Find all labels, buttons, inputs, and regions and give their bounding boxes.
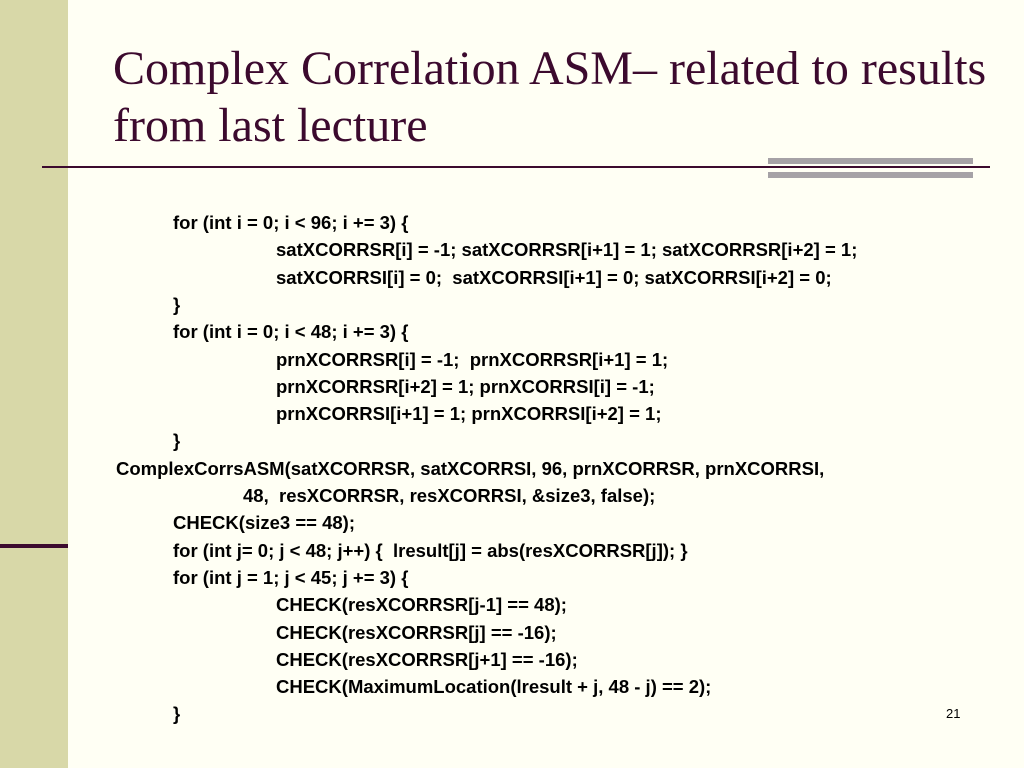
code-line: 48, resXCORRSR, resXCORRSI, &size3, false); bbox=[243, 485, 656, 506]
code-line: ComplexCorrsASM(satXCORRSR, satXCORRSI, 96, prnXCORRSR, prnXCORRSI, bbox=[116, 457, 825, 479]
code-line: for (int j= 0; j < 48; j++) { lresult[j] = abs(resXCORRSR[j]); } bbox=[173, 539, 688, 561]
code-line: prnXCORRSR[i+2] = 1; prnXCORRSI[i] = -1; bbox=[276, 375, 655, 397]
code-line: for (int j = 1; j < 45; j += 3) { bbox=[173, 566, 409, 588]
code-line: prnXCORRSI[i+1] = 1; prnXCORRSI[i+2] = 1; bbox=[276, 403, 662, 425]
code-line: satXCORRSI[i] = 0; satXCORRSI[i+1] = 0; satXCORRSI[i+2] = 0; bbox=[276, 266, 832, 288]
code-line: } bbox=[173, 703, 181, 725]
code-line: satXCORRSR[i] = -1; satXCORRSR[i+1] = 1; satXCORRSR[i+2] = 1; bbox=[276, 239, 858, 261]
code-line: } bbox=[173, 293, 181, 315]
code-line: for (int i = 0; i < 96; i += 3) { bbox=[173, 212, 409, 233]
slide-number: 21 bbox=[946, 706, 961, 721]
code-line: } bbox=[173, 430, 181, 452]
slide-title: Complex Correlation ASM– related to results from last lecture bbox=[113, 42, 987, 152]
code-line: CHECK(resXCORRSR[j] == -16); bbox=[276, 621, 557, 643]
code-line: prnXCORRSR[i] = -1; prnXCORRSR[i+1] = 1; bbox=[276, 348, 669, 370]
code-line: CHECK(MaximumLocation(lresult + j, 48 - j) == 2); bbox=[276, 676, 712, 698]
code-line: for (int i = 0; i < 48; i += 3) { bbox=[173, 321, 409, 343]
code-line: CHECK(resXCORRSR[j-1] == 48); bbox=[276, 594, 567, 616]
code-line: CHECK(resXCORRSR[j+1] == -16); bbox=[276, 648, 578, 670]
code-line: CHECK(size3 == 48); bbox=[173, 512, 355, 534]
